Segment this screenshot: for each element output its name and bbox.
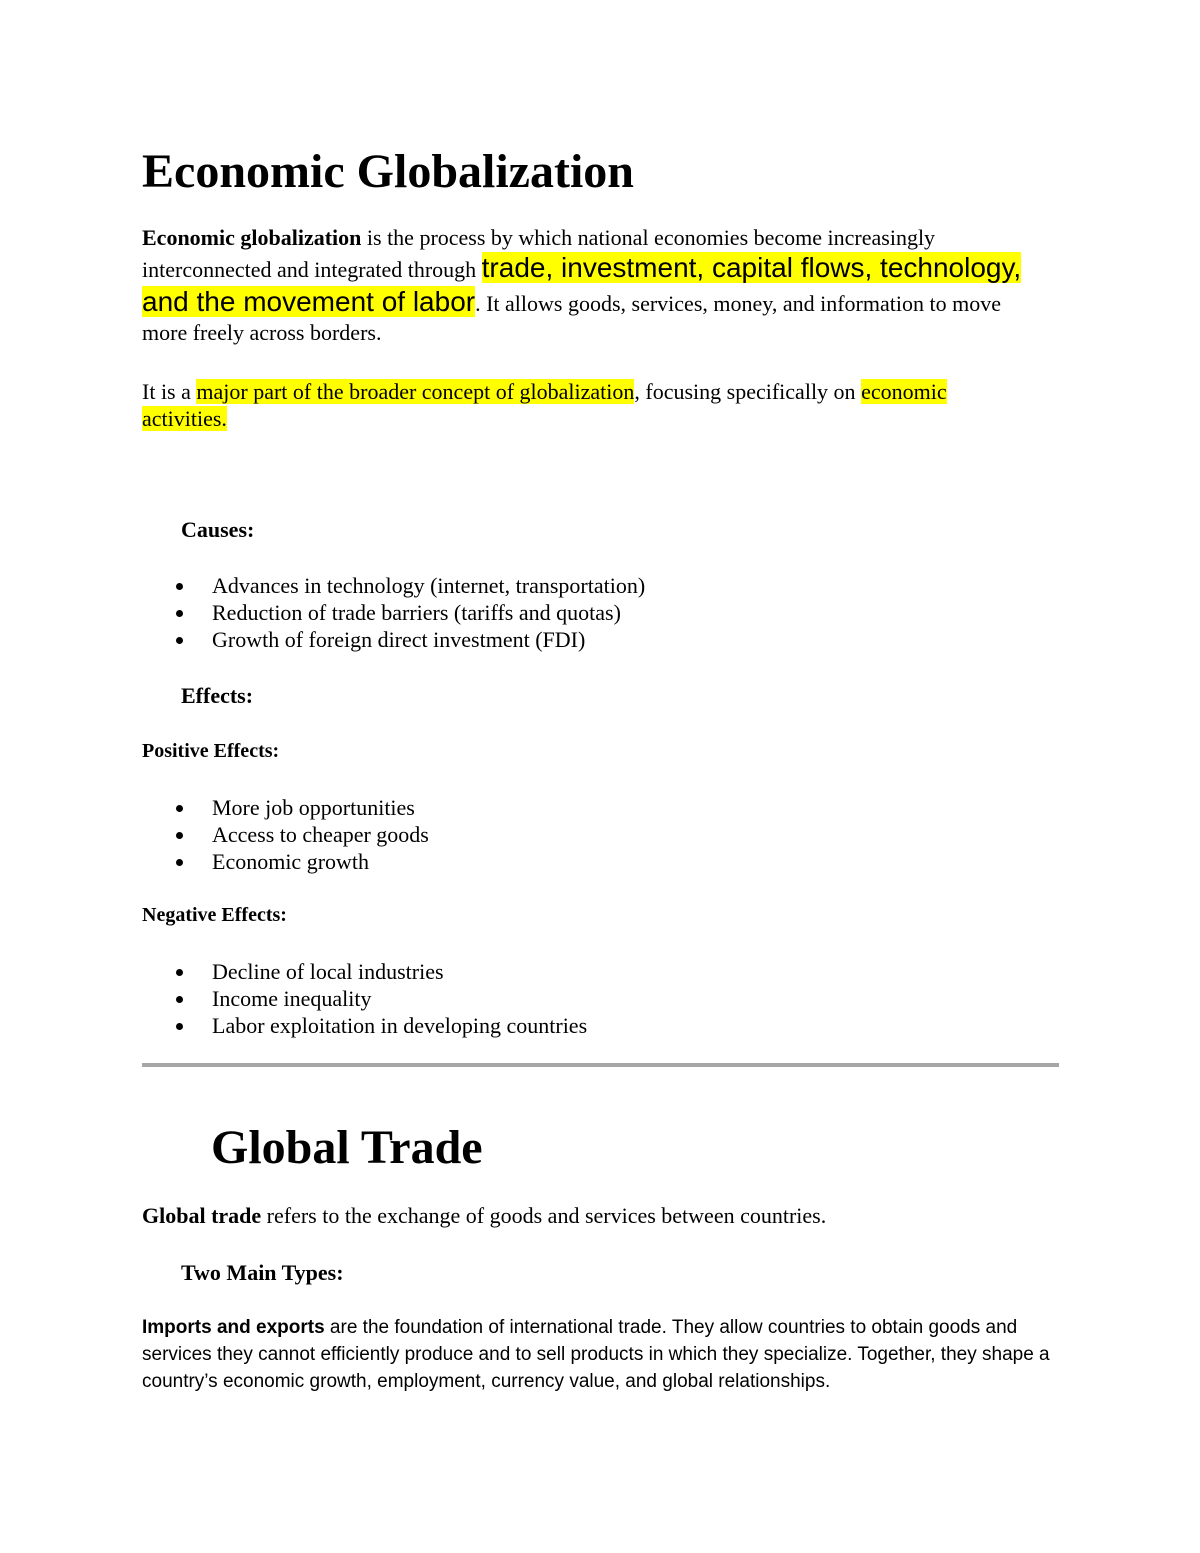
global-trade-paragraph: Global trade refers to the exchange of goods and services between countries. bbox=[142, 1203, 827, 1228]
list-item: Income inequality bbox=[142, 985, 1042, 1012]
negative-effects-heading: Negative Effects: bbox=[142, 904, 287, 926]
horizontal-divider bbox=[142, 1063, 1059, 1067]
term-imports-exports: Imports and exports bbox=[142, 1317, 325, 1338]
causes-list bbox=[142, 572, 1042, 653]
effects-heading: Effects: bbox=[181, 683, 254, 708]
negative-effects-list bbox=[142, 958, 1042, 1039]
term-global-trade: Global trade bbox=[142, 1203, 262, 1228]
list-item: Economic growth bbox=[142, 848, 1042, 875]
positive-effects-heading: Positive Effects: bbox=[142, 740, 280, 762]
causes-heading: Causes: bbox=[181, 517, 255, 542]
section-title-global-trade: Global Trade bbox=[211, 1121, 483, 1174]
highlighted-text: trade, investment, capital flows, technology, and the movement of labor bbox=[142, 252, 1022, 317]
highlighted-text: major part of the broader concept of globalization bbox=[196, 379, 635, 404]
positive-effects-list bbox=[142, 794, 1042, 875]
two-main-types-heading: Two Main Types: bbox=[181, 1260, 344, 1285]
page-title: Economic Globalization bbox=[142, 145, 634, 198]
list-item: Decline of local industries bbox=[142, 958, 1042, 985]
list-item: Growth of foreign direct investment (FDI) bbox=[142, 626, 1042, 653]
list-item: Access to cheaper goods bbox=[142, 821, 1042, 848]
list-item: Reduction of trade barriers (tariffs and quotas) bbox=[142, 599, 1042, 626]
imports-exports-paragraph: Imports and exports are the foundation of international trade. They allow countries to obtain goods and services they cannot efficiently produce and to sell products in which they specialize. Together, they shape a country’s economic growth, employment, currency value, and global relationships. bbox=[142, 1317, 1050, 1392]
concept-paragraph: It is a major part of the broader concept of globalization, focusing specifically on economic activities. bbox=[142, 379, 947, 431]
list-item: Labor exploitation in developing countries bbox=[142, 1012, 1042, 1039]
term-economic-globalization: Economic globalization bbox=[142, 225, 362, 250]
list-item: Advances in technology (internet, transportation) bbox=[142, 572, 1042, 599]
list-item: More job opportunities bbox=[142, 794, 1042, 821]
highlighted-text: economic activities. bbox=[142, 379, 947, 431]
intro-paragraph: Economic globalization is the process by which national economies become increasingly interconnected and integrated through trade, investment, capital flows, technology, and the movement of labor. It allows goods, services, money, and information to move more freely across borders. bbox=[142, 225, 1022, 345]
